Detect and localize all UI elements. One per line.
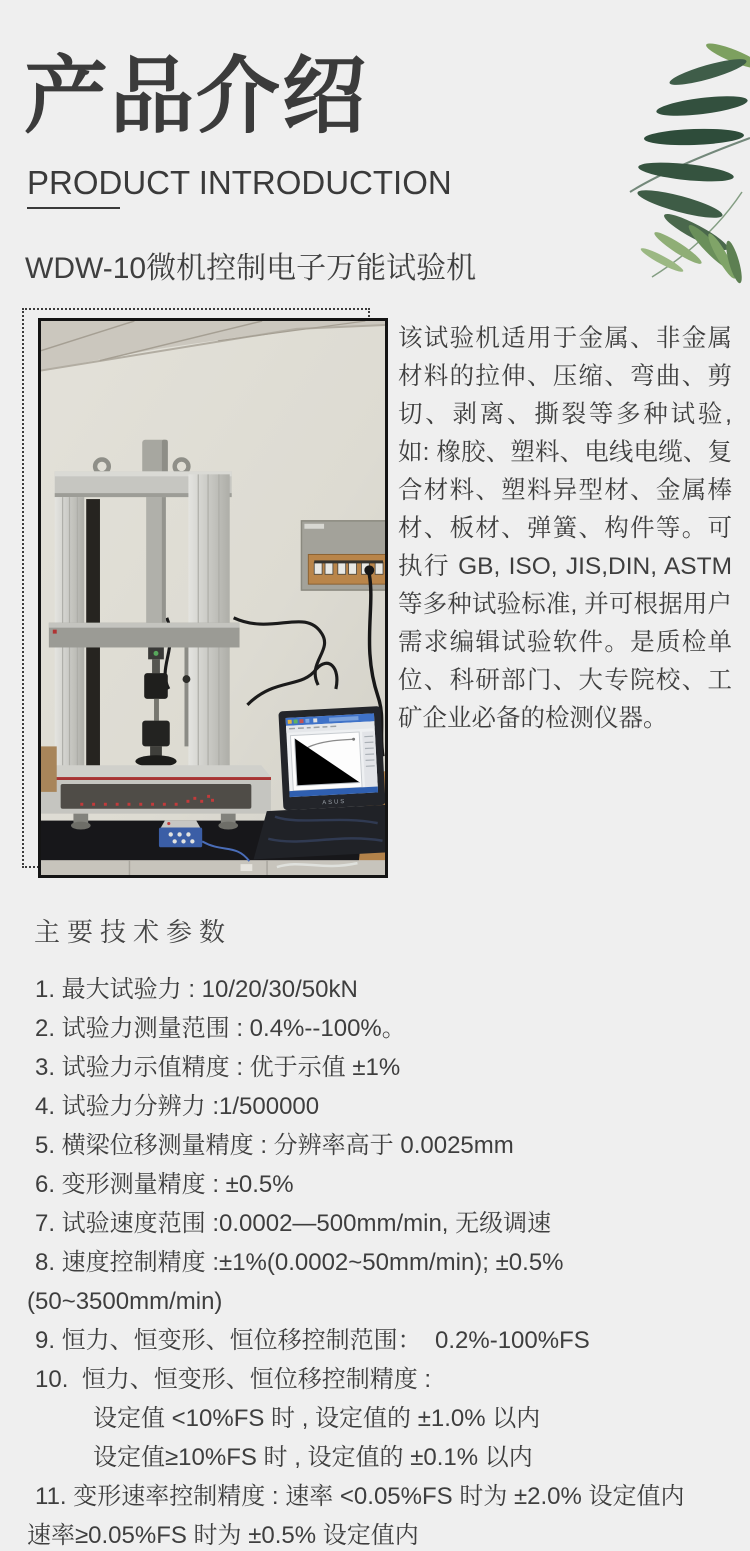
spec-line: 1. 最大试验力 : 10/20/30/50kN bbox=[35, 976, 358, 1003]
spec-line: 5. 横梁位移测量精度 : 分辨率高于 0.0025mm bbox=[35, 1132, 514, 1159]
desk-cabinet bbox=[41, 860, 385, 875]
product-description: 该试验机适用于金属、非金属材料的拉伸、压缩、弯曲、剪切、剥离、撕裂等多种试验, 如: 橡胶、塑料、电线电缆、复合材料、塑料异型材、金属棒材、板材、弹簧、构件等。可执行 GB, ISO, JIS,DIN, ASTM 等多种试验标准, 并可根据用户需求编辑试验软件。是质检单位、科研部门、大专院校、工矿企业必备的检测仪器。 bbox=[398, 325, 732, 732]
spec-line: 7. 试验速度范围 :0.0002—500mm/min, 无级调速 bbox=[35, 1210, 552, 1237]
carton-box bbox=[41, 746, 57, 792]
spec-line-continuation: 速率≥0.05%FS 时为 ±0.5% 设定值内 bbox=[27, 1522, 419, 1549]
spec-line-sub: 设定值 <10%FS 时 , 设定值的 ±1.0% 以内 bbox=[93, 1405, 541, 1432]
spec-line: 3. 试验力示值精度 : 优于示值 ±1% bbox=[35, 1054, 401, 1081]
spec-line-sub: 设定值≥10%FS 时 , 设定值的 ±0.1% 以内 bbox=[93, 1444, 533, 1471]
product-name-heading: WDW-10微机控制电子万能试验机 bbox=[25, 252, 477, 285]
subtitle-underline bbox=[27, 207, 120, 209]
testing-machine-photo-illustration bbox=[41, 321, 385, 875]
leaf-decoration-icon bbox=[622, 42, 750, 287]
spec-line: 2. 试验力测量范围 : 0.4%--100%。 bbox=[35, 1015, 406, 1042]
specs-list bbox=[27, 970, 733, 1551]
specs-heading: 主要技术参数 bbox=[34, 917, 233, 947]
spec-line: 4. 试验力分辨力 :1/500000 bbox=[35, 1093, 320, 1120]
spec-line-continuation: (50~3500mm/min) bbox=[27, 1288, 223, 1315]
spec-line: 8. 速度控制精度 :±1%(0.0002~50mm/min); ±0.5% bbox=[35, 1249, 564, 1276]
page-title: 产品介绍 bbox=[24, 49, 369, 143]
spec-line: 6. 变形测量精度 : ±0.5% bbox=[35, 1171, 294, 1198]
product-photo bbox=[38, 318, 388, 878]
spec-line: 9. 恒力、恒变形、恒位移控制范围： 0.2%-100%FS bbox=[35, 1327, 590, 1354]
laptop-brand-label: ASUS bbox=[322, 798, 347, 807]
page-subtitle: PRODUCT INTRODUCTION bbox=[27, 164, 452, 201]
spec-line: 10. 恒力、恒变形、恒位移控制精度 : bbox=[35, 1366, 432, 1393]
spec-line: 11. 变形速率控制精度 : 速率 <0.05%FS 时为 ±2.0% 设定值内 bbox=[35, 1483, 685, 1510]
